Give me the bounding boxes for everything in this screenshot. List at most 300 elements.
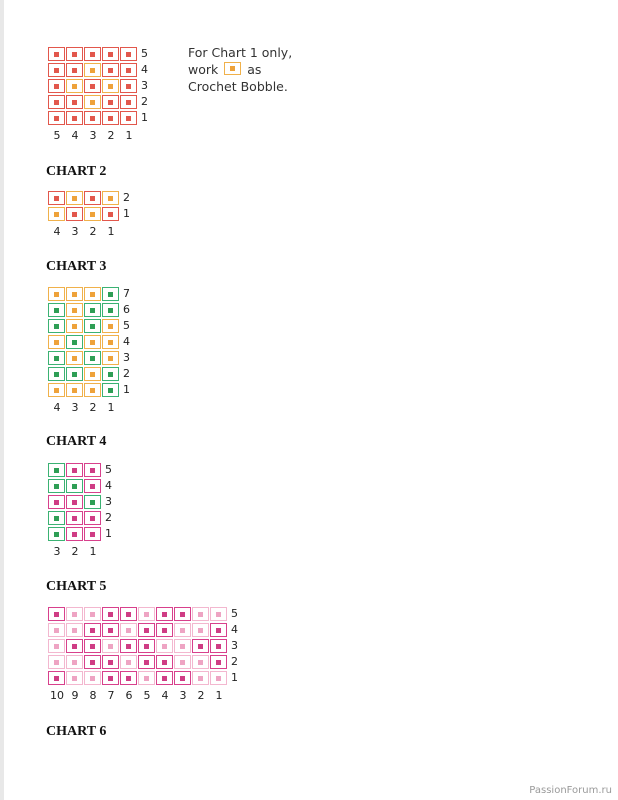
stitch-cell <box>156 607 173 621</box>
stitch-dot-icon <box>108 340 113 345</box>
stitch-dot-icon <box>90 196 95 201</box>
stitch-cell <box>102 319 119 333</box>
chart-row <box>48 607 243 623</box>
column-number: 3 <box>53 545 61 558</box>
row-number: 2 <box>123 191 130 204</box>
stitch-cell <box>84 95 101 109</box>
row-number: 2 <box>123 367 130 380</box>
column-number: 2 <box>71 545 79 558</box>
chart-row <box>48 319 135 335</box>
stitch-cell <box>66 191 83 205</box>
stitch-dot-icon <box>162 612 167 617</box>
column-number: 4 <box>53 401 61 414</box>
stitch-cell <box>102 47 119 61</box>
stitch-cell <box>66 335 83 349</box>
stitch-cell <box>48 207 65 221</box>
stitch-dot-icon <box>72 500 77 505</box>
stitch-dot-icon <box>216 676 221 681</box>
stitch-cell <box>66 463 83 477</box>
stitch-dot-icon <box>72 52 77 57</box>
stitch-cell <box>102 63 119 77</box>
stitch-cell <box>84 607 101 621</box>
chart-5-heading: CHART 5 <box>46 579 107 594</box>
stitch-cell <box>156 671 173 685</box>
stitch-cell <box>84 111 101 125</box>
row-number: 1 <box>231 671 238 684</box>
stitch-dot-icon <box>72 484 77 489</box>
stitch-dot-icon <box>108 628 113 633</box>
stitch-dot-icon <box>54 612 59 617</box>
stitch-cell <box>66 655 83 669</box>
stitch-dot-icon <box>90 116 95 121</box>
column-number: 5 <box>143 689 151 702</box>
stitch-cell <box>192 639 209 653</box>
stitch-cell <box>66 623 83 637</box>
stitch-dot-icon <box>216 644 221 649</box>
watermark: PassionForum.ru <box>529 785 612 796</box>
chart-row <box>48 639 243 655</box>
stitch-dot-icon <box>90 308 95 313</box>
stitch-cell <box>66 47 83 61</box>
stitch-dot-icon <box>198 676 203 681</box>
stitch-cell <box>174 639 191 653</box>
stitch-dot-icon <box>144 644 149 649</box>
stitch-cell <box>48 111 65 125</box>
row-number: 4 <box>231 623 238 636</box>
stitch-dot-icon <box>180 644 185 649</box>
chart-2-grid <box>48 191 135 238</box>
stitch-cell <box>66 383 83 397</box>
stitch-dot-icon <box>126 676 131 681</box>
stitch-dot-icon <box>54 308 59 313</box>
stitch-cell <box>138 607 155 621</box>
stitch-dot-icon <box>54 68 59 73</box>
chart-row <box>48 335 135 351</box>
stitch-dot-icon <box>72 644 77 649</box>
stitch-cell <box>48 607 65 621</box>
stitch-cell <box>102 95 119 109</box>
column-numbers <box>48 225 135 238</box>
chart-3-grid <box>48 287 135 414</box>
stitch-dot-icon <box>54 468 59 473</box>
stitch-cell <box>156 639 173 653</box>
row-number: 3 <box>105 495 112 508</box>
stitch-cell <box>120 671 137 685</box>
stitch-dot-icon <box>90 628 95 633</box>
column-numbers <box>48 401 135 414</box>
stitch-cell <box>48 495 65 509</box>
stitch-dot-icon <box>72 660 77 665</box>
stitch-dot-icon <box>126 628 131 633</box>
stitch-cell <box>138 623 155 637</box>
row-number: 7 <box>123 287 130 300</box>
stitch-cell <box>138 671 155 685</box>
stitch-cell <box>66 95 83 109</box>
stitch-dot-icon <box>54 484 59 489</box>
stitch-dot-icon <box>90 292 95 297</box>
stitch-cell <box>84 207 101 221</box>
stitch-dot-icon <box>72 196 77 201</box>
stitch-cell <box>156 623 173 637</box>
stitch-dot-icon <box>162 676 167 681</box>
chart-row <box>48 463 117 479</box>
row-number: 1 <box>141 111 148 124</box>
stitch-cell <box>192 655 209 669</box>
stitch-dot-icon <box>180 676 185 681</box>
row-number: 3 <box>231 639 238 652</box>
stitch-dot-icon <box>54 388 59 393</box>
stitch-dot-icon <box>126 644 131 649</box>
row-number: 6 <box>123 303 130 316</box>
stitch-dot-icon <box>72 68 77 73</box>
column-number: 6 <box>125 689 133 702</box>
stitch-dot-icon <box>72 612 77 617</box>
stitch-dot-icon <box>90 388 95 393</box>
stitch-cell <box>48 191 65 205</box>
stitch-dot-icon <box>54 292 59 297</box>
stitch-dot-icon <box>90 660 95 665</box>
stitch-dot-icon <box>54 196 59 201</box>
stitch-cell <box>120 655 137 669</box>
stitch-dot-icon <box>126 68 131 73</box>
stitch-cell <box>138 655 155 669</box>
stitch-dot-icon <box>126 100 131 105</box>
stitch-cell <box>84 319 101 333</box>
stitch-cell <box>84 367 101 381</box>
stitch-cell <box>102 623 119 637</box>
stitch-dot-icon <box>198 660 203 665</box>
stitch-dot-icon <box>72 292 77 297</box>
stitch-dot-icon <box>216 628 221 633</box>
column-number: 3 <box>179 689 187 702</box>
stitch-cell <box>210 623 227 637</box>
chart-row <box>48 79 153 95</box>
stitch-cell <box>84 47 101 61</box>
column-number: 3 <box>89 129 97 142</box>
stitch-cell <box>84 655 101 669</box>
chart-1-note <box>188 44 292 95</box>
stitch-dot-icon <box>54 52 59 57</box>
stitch-dot-icon <box>54 644 59 649</box>
stitch-cell <box>174 607 191 621</box>
stitch-cell <box>138 639 155 653</box>
page-edge <box>0 0 4 800</box>
stitch-dot-icon <box>198 612 203 617</box>
column-number: 2 <box>107 129 115 142</box>
stitch-cell <box>66 367 83 381</box>
stitch-dot-icon <box>90 324 95 329</box>
bobble-swatch-icon <box>224 62 241 75</box>
chart-5-grid <box>48 607 243 702</box>
stitch-dot-icon <box>90 356 95 361</box>
stitch-dot-icon <box>54 324 59 329</box>
stitch-dot-icon <box>108 100 113 105</box>
chart-row <box>48 191 135 207</box>
stitch-dot-icon <box>54 676 59 681</box>
chart-row <box>48 623 243 639</box>
stitch-cell <box>66 511 83 525</box>
column-number: 8 <box>89 689 97 702</box>
stitch-dot-icon <box>54 660 59 665</box>
stitch-dot-icon <box>90 532 95 537</box>
stitch-dot-icon <box>54 116 59 121</box>
stitch-dot-icon <box>126 116 131 121</box>
stitch-dot-icon <box>90 500 95 505</box>
stitch-dot-icon <box>108 292 113 297</box>
stitch-cell <box>48 303 65 317</box>
stitch-cell <box>102 287 119 301</box>
stitch-cell <box>174 623 191 637</box>
stitch-dot-icon <box>108 52 113 57</box>
stitch-cell <box>210 655 227 669</box>
stitch-cell <box>84 191 101 205</box>
row-number: 2 <box>231 655 238 668</box>
stitch-cell <box>48 671 65 685</box>
chart-row <box>48 287 135 303</box>
stitch-cell <box>84 639 101 653</box>
stitch-dot-icon <box>90 372 95 377</box>
column-number: 2 <box>89 401 97 414</box>
stitch-dot-icon <box>72 628 77 633</box>
stitch-cell <box>210 607 227 621</box>
column-number: 1 <box>107 401 115 414</box>
stitch-cell <box>66 287 83 301</box>
stitch-dot-icon <box>54 356 59 361</box>
row-number: 1 <box>123 383 130 396</box>
stitch-dot-icon <box>54 84 59 89</box>
stitch-cell <box>66 527 83 541</box>
stitch-dot-icon <box>72 532 77 537</box>
stitch-cell <box>66 319 83 333</box>
stitch-dot-icon <box>72 340 77 345</box>
row-number: 5 <box>123 319 130 332</box>
chart-row <box>48 47 153 63</box>
column-number: 4 <box>71 129 79 142</box>
stitch-cell <box>84 463 101 477</box>
stitch-cell <box>102 79 119 93</box>
stitch-cell <box>102 607 119 621</box>
chart-row <box>48 111 153 127</box>
stitch-dot-icon <box>126 84 131 89</box>
chart-row <box>48 63 153 79</box>
column-number: 10 <box>50 689 64 702</box>
stitch-dot-icon <box>72 372 77 377</box>
stitch-cell <box>66 671 83 685</box>
stitch-cell <box>48 319 65 333</box>
stitch-dot-icon <box>54 500 59 505</box>
stitch-cell <box>102 655 119 669</box>
stitch-cell <box>84 495 101 509</box>
column-number: 9 <box>71 689 79 702</box>
stitch-dot-icon <box>90 644 95 649</box>
stitch-cell <box>102 335 119 349</box>
stitch-dot-icon <box>90 340 95 345</box>
chart-4-grid <box>48 463 117 558</box>
column-numbers <box>48 545 117 558</box>
stitch-cell <box>48 287 65 301</box>
stitch-dot-icon <box>108 196 113 201</box>
row-number: 3 <box>123 351 130 364</box>
stitch-cell <box>120 63 137 77</box>
stitch-dot-icon <box>54 212 59 217</box>
chart-row <box>48 479 117 495</box>
stitch-cell <box>84 511 101 525</box>
stitch-dot-icon <box>90 468 95 473</box>
stitch-cell <box>156 655 173 669</box>
row-number: 1 <box>123 207 130 220</box>
stitch-dot-icon <box>126 660 131 665</box>
stitch-cell <box>84 527 101 541</box>
stitch-cell <box>48 527 65 541</box>
stitch-cell <box>174 655 191 669</box>
stitch-dot-icon <box>108 212 113 217</box>
stitch-dot-icon <box>108 84 113 89</box>
stitch-cell <box>120 623 137 637</box>
stitch-dot-icon <box>54 532 59 537</box>
chart-4-heading: CHART 4 <box>46 434 107 449</box>
stitch-cell <box>48 623 65 637</box>
stitch-cell <box>102 351 119 365</box>
stitch-dot-icon <box>90 516 95 521</box>
stitch-cell <box>66 207 83 221</box>
row-number: 2 <box>141 95 148 108</box>
stitch-dot-icon <box>90 52 95 57</box>
stitch-cell <box>48 639 65 653</box>
stitch-cell <box>120 607 137 621</box>
column-numbers <box>48 689 243 702</box>
stitch-cell <box>210 671 227 685</box>
stitch-cell <box>66 79 83 93</box>
stitch-dot-icon <box>72 100 77 105</box>
stitch-cell <box>210 639 227 653</box>
chart-6-heading: CHART 6 <box>46 724 107 739</box>
stitch-dot-icon <box>144 612 149 617</box>
column-number: 1 <box>215 689 223 702</box>
stitch-dot-icon <box>108 68 113 73</box>
stitch-dot-icon <box>198 644 203 649</box>
stitch-dot-icon <box>90 612 95 617</box>
column-number: 2 <box>197 689 205 702</box>
stitch-cell <box>84 351 101 365</box>
column-number: 3 <box>71 401 79 414</box>
column-number: 1 <box>125 129 133 142</box>
column-number: 4 <box>53 225 61 238</box>
stitch-dot-icon <box>180 660 185 665</box>
stitch-dot-icon <box>90 68 95 73</box>
stitch-dot-icon <box>162 644 167 649</box>
stitch-cell <box>66 303 83 317</box>
row-number: 2 <box>105 511 112 524</box>
stitch-dot-icon <box>90 212 95 217</box>
chart-row <box>48 495 117 511</box>
stitch-cell <box>48 479 65 493</box>
stitch-dot-icon <box>144 628 149 633</box>
stitch-dot-icon <box>90 84 95 89</box>
stitch-cell <box>48 335 65 349</box>
stitch-cell <box>120 95 137 109</box>
column-number: 1 <box>107 225 115 238</box>
stitch-dot-icon <box>216 612 221 617</box>
stitch-dot-icon <box>90 676 95 681</box>
stitch-dot-icon <box>108 116 113 121</box>
chart-row <box>48 527 117 543</box>
stitch-dot-icon <box>90 100 95 105</box>
stitch-dot-icon <box>72 324 77 329</box>
stitch-cell <box>48 367 65 381</box>
stitch-cell <box>48 655 65 669</box>
stitch-dot-icon <box>72 676 77 681</box>
stitch-dot-icon <box>108 372 113 377</box>
chart-3-heading: CHART 3 <box>46 259 107 274</box>
chart-row <box>48 95 153 111</box>
note-line-2 <box>188 61 292 78</box>
stitch-cell <box>66 351 83 365</box>
stitch-cell <box>192 623 209 637</box>
chart-row <box>48 511 117 527</box>
stitch-dot-icon <box>72 84 77 89</box>
stitch-cell <box>120 47 137 61</box>
stitch-dot-icon <box>108 612 113 617</box>
row-number: 4 <box>123 335 130 348</box>
stitch-dot-icon <box>180 628 185 633</box>
row-number: 5 <box>231 607 238 620</box>
stitch-cell <box>120 79 137 93</box>
stitch-cell <box>48 79 65 93</box>
stitch-cell <box>48 47 65 61</box>
stitch-dot-icon <box>54 628 59 633</box>
stitch-cell <box>48 95 65 109</box>
stitch-cell <box>174 671 191 685</box>
stitch-cell <box>84 63 101 77</box>
row-number: 4 <box>105 479 112 492</box>
column-number: 1 <box>89 545 97 558</box>
stitch-dot-icon <box>198 628 203 633</box>
row-number: 4 <box>141 63 148 76</box>
stitch-cell <box>84 287 101 301</box>
row-number: 5 <box>141 47 148 60</box>
stitch-cell <box>84 383 101 397</box>
stitch-cell <box>120 639 137 653</box>
stitch-dot-icon <box>144 660 149 665</box>
stitch-cell <box>102 191 119 205</box>
stitch-dot-icon <box>72 516 77 521</box>
stitch-dot-icon <box>72 116 77 121</box>
stitch-cell <box>84 303 101 317</box>
chart-row <box>48 367 135 383</box>
note-line-1: For Chart 1 only, <box>188 45 293 60</box>
stitch-cell <box>66 479 83 493</box>
stitch-cell <box>84 671 101 685</box>
stitch-dot-icon <box>72 468 77 473</box>
stitch-dot-icon <box>144 676 149 681</box>
stitch-cell <box>84 479 101 493</box>
stitch-dot-icon <box>54 340 59 345</box>
row-number: 3 <box>141 79 148 92</box>
stitch-dot-icon <box>72 308 77 313</box>
chart-row <box>48 351 135 367</box>
stitch-dot-icon <box>90 484 95 489</box>
column-number: 3 <box>71 225 79 238</box>
stitch-cell <box>48 351 65 365</box>
stitch-dot-icon <box>108 644 113 649</box>
stitch-cell <box>120 111 137 125</box>
row-number: 1 <box>105 527 112 540</box>
stitch-cell <box>192 607 209 621</box>
stitch-dot-icon <box>108 356 113 361</box>
stitch-cell <box>102 367 119 381</box>
column-number: 5 <box>53 129 61 142</box>
chart-row <box>48 207 135 223</box>
